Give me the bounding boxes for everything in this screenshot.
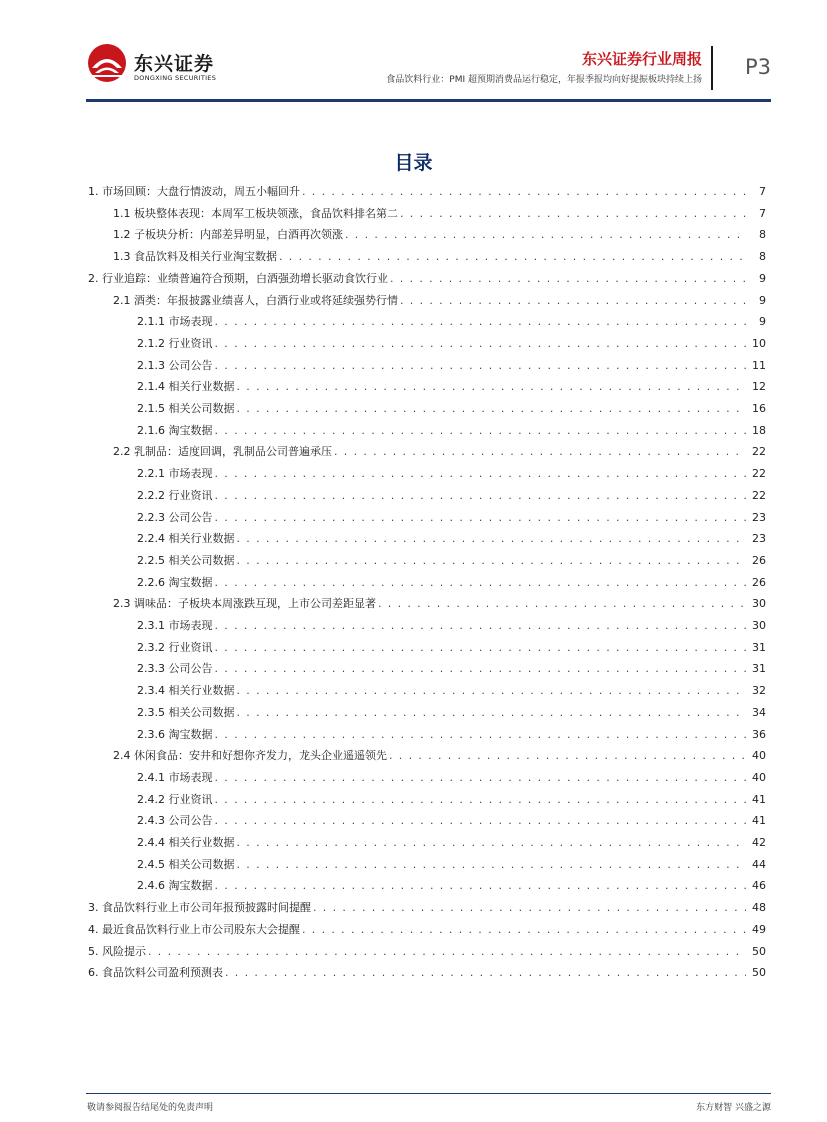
toc-entry[interactable] [137, 658, 766, 679]
toc-entry-title: 4. 最近食品饮料行业上市公司股东大会提醒 [88, 922, 300, 936]
toc-leader-dots [215, 485, 747, 506]
toc-leader-dots [148, 941, 746, 962]
report-title: 东兴证券行业周报 [581, 50, 702, 68]
header-rule [86, 99, 771, 102]
toc-leader-dots [215, 810, 747, 831]
logo-text-cn: 东兴证券 [134, 53, 215, 75]
toc-entry-page: 48 [752, 901, 766, 915]
toc-title: 目录 [394, 152, 433, 174]
toc-entry[interactable] [113, 745, 766, 766]
toc-entry-page: 7 [759, 185, 766, 198]
toc-leader-dots [215, 333, 747, 354]
toc-entry-title: 2.1.4 相关行业数据 [137, 380, 235, 394]
toc-entry-page: 40 [752, 749, 766, 763]
toc-leader-dots [215, 789, 747, 810]
toc-leader-dots [237, 702, 747, 723]
toc-entry-page: 49 [752, 922, 766, 936]
logo-text-en: DONGXING SECURITIES [134, 74, 217, 82]
toc-entry-page: 44 [752, 857, 766, 871]
toc-entry[interactable] [137, 767, 766, 788]
toc-entry-page: 50 [752, 966, 766, 980]
toc-entry[interactable] [137, 724, 766, 745]
toc-entry-page: 32 [752, 684, 766, 698]
toc-entry-title: 2.4.1 市场表现 [137, 770, 213, 784]
toc-entry-title: 2.3 调味品：子板块本周涨跌互现，上市公司差距显著 [113, 597, 376, 611]
toc-entry-title: 5. 风险提示 [88, 944, 146, 958]
toc-leader-dots [237, 854, 747, 875]
toc-entry[interactable] [137, 810, 766, 831]
toc-entry[interactable] [113, 441, 766, 462]
toc-leader-dots [345, 224, 746, 245]
toc-entry-page: 36 [752, 727, 766, 741]
toc-leader-dots [215, 724, 747, 745]
logo-mark-icon [86, 42, 130, 84]
toc-entry-title: 2.2.4 相关行业数据 [137, 532, 235, 546]
toc-entry-page: 30 [752, 619, 766, 632]
toc-entry[interactable] [137, 311, 766, 332]
toc-entry[interactable] [137, 637, 766, 658]
toc-leader-dots [389, 745, 746, 766]
toc-leader-dots [237, 398, 747, 419]
toc-leader-dots [237, 832, 747, 853]
toc-leader-dots [378, 593, 746, 614]
toc-entry[interactable] [88, 941, 766, 962]
toc-entry-title: 2.4.3 公司公告 [137, 814, 213, 828]
toc-leader-dots [313, 897, 746, 918]
toc-entry-title: 2.2.2 行业资讯 [137, 488, 213, 502]
toc-entry[interactable] [113, 246, 766, 267]
toc-entry-title: 2.1 酒类：年报披露业绩喜人，白酒行业或将延续强势行情 [113, 293, 398, 307]
toc-entry[interactable] [137, 550, 766, 571]
report-subtitle: 食品饮料行业：PMI 超预期消费品运行稳定，年报季报均向好提振板块持续上扬 [386, 75, 702, 85]
toc-leader-dots [237, 528, 747, 549]
page-number: P3 [745, 55, 772, 79]
toc-leader-dots [215, 355, 747, 376]
toc-entry-title: 2.3.6 淘宝数据 [137, 727, 213, 741]
toc-entry[interactable] [137, 789, 766, 810]
toc-entry-page: 11 [752, 358, 766, 372]
toc-leader-dots [279, 246, 746, 267]
toc-leader-dots [237, 680, 747, 701]
toc-leader-dots [237, 376, 747, 397]
toc-entry-title: 6. 食品饮料公司盈利预测表 [88, 966, 223, 980]
footer-disclaimer: 敬请参阅报告结尾处的免责声明 [87, 1103, 214, 1113]
toc-entry-page: 10 [752, 336, 766, 350]
footer-slogan: 东方财智 兴盛之源 [696, 1103, 771, 1113]
toc-entry[interactable] [113, 203, 766, 224]
toc-entry-page: 26 [752, 553, 766, 567]
toc-entry[interactable] [88, 268, 766, 289]
toc-entry-title: 2.1.6 淘宝数据 [137, 423, 213, 437]
toc-leader-dots [215, 463, 747, 484]
toc-leader-dots [225, 962, 746, 983]
toc-entry-title: 3. 食品饮料行业上市公司年报预披露时间提醒 [88, 901, 311, 915]
toc-entry-title: 2.1.5 相关公司数据 [137, 402, 235, 415]
toc-entry-page: 8 [759, 250, 766, 264]
toc-entry[interactable] [137, 485, 766, 506]
toc-entry-page: 7 [759, 206, 766, 220]
toc-entry-title: 2.1.1 市场表现 [137, 315, 213, 329]
toc-entry[interactable] [137, 333, 766, 354]
toc-entry-page: 31 [752, 640, 766, 654]
toc-entry-page: 31 [752, 662, 766, 676]
toc-entry[interactable] [137, 398, 766, 419]
toc-entry-page: 16 [752, 402, 766, 415]
toc-leader-dots [400, 203, 746, 224]
toc-entry-title: 2.3.4 相关行业数据 [137, 684, 235, 698]
toc-entry-page: 50 [752, 944, 766, 958]
toc-entry-page: 9 [759, 271, 766, 285]
toc-leader-dots [302, 919, 746, 940]
toc-entry-title: 2.2.1 市场表现 [137, 467, 213, 481]
toc-entry-title: 1.1 板块整体表现：本周军工板块领涨，食品饮料排名第二 [113, 206, 398, 220]
toc-entry-page: 23 [752, 510, 766, 524]
toc-entry[interactable] [137, 355, 766, 376]
toc-entry[interactable] [137, 528, 766, 549]
toc-leader-dots [215, 658, 747, 679]
toc-entry-page: 12 [752, 380, 766, 394]
toc-entry[interactable] [137, 832, 766, 853]
toc-entry-page: 41 [752, 792, 766, 806]
toc-leader-dots [215, 767, 747, 788]
toc-entry-page: 41 [752, 814, 766, 828]
toc-entry-page: 34 [752, 705, 766, 719]
toc-entry-title: 1.3 食品饮料及相关行业淘宝数据 [113, 250, 277, 264]
toc-entry-title: 2.2.6 淘宝数据 [137, 575, 213, 589]
toc-entry-page: 23 [752, 532, 766, 546]
toc-leader-dots [215, 637, 747, 658]
toc-entry-page: 22 [752, 488, 766, 502]
page-header [0, 0, 827, 104]
toc-entry[interactable] [137, 507, 766, 528]
toc-entry-page: 9 [759, 293, 766, 307]
toc-entry[interactable] [137, 702, 766, 723]
toc-entry-title: 1.2 子板块分析：内部差异明显，白酒再次领涨 [113, 228, 343, 242]
toc-entry-title: 2.4.2 行业资讯 [137, 792, 213, 806]
toc-leader-dots [400, 290, 746, 311]
toc-entry-page: 9 [759, 315, 766, 329]
toc-entry-title: 2.1.3 公司公告 [137, 358, 213, 372]
toc-leader-dots [215, 572, 747, 593]
toc-entry-title: 2. 行业追踪：业绩普遍符合预期，白酒强劲增长驱动食饮行业 [88, 271, 388, 285]
toc-entry[interactable] [88, 962, 766, 983]
toc-leader-dots [215, 420, 747, 441]
toc-leader-dots [390, 268, 746, 289]
toc-entry-title: 2.4.6 淘宝数据 [137, 879, 213, 893]
toc-entry[interactable] [137, 463, 766, 484]
toc-leader-dots [302, 181, 746, 202]
toc-entry-page: 46 [752, 879, 766, 893]
toc-entry[interactable] [88, 181, 766, 202]
toc-leader-dots [334, 441, 746, 462]
toc-entry[interactable] [113, 593, 766, 614]
toc-entry[interactable] [137, 420, 766, 441]
toc-entry[interactable] [137, 854, 766, 875]
toc-entry-page: 42 [752, 836, 766, 849]
toc-entry-title: 2.2.3 公司公告 [137, 510, 213, 524]
toc-entry[interactable] [137, 376, 766, 397]
toc-entry[interactable] [137, 680, 766, 701]
company-logo [86, 42, 226, 92]
toc-entry-title: 2.1.2 行业资讯 [137, 336, 213, 350]
toc-entry-title: 2.4.5 相关公司数据 [137, 857, 235, 871]
toc-entry-page: 30 [752, 597, 766, 611]
toc-entry-page: 18 [752, 423, 766, 437]
toc-entry-page: 40 [752, 770, 766, 784]
toc-leader-dots [237, 550, 747, 571]
toc-entry[interactable] [137, 572, 766, 593]
toc-entry-title: 2.3.5 相关公司数据 [137, 705, 235, 719]
toc-entry[interactable] [113, 224, 766, 245]
toc-leader-dots [215, 507, 747, 528]
toc-entry[interactable] [113, 290, 766, 311]
toc-entry-title: 2.2 乳制品：适度回调，乳制品公司普遍承压 [113, 445, 332, 459]
toc-entry-title: 2.4 休闲食品：安井和好想你齐发力，龙头企业遥遥领先 [113, 749, 387, 763]
toc-entry-page: 26 [752, 575, 766, 589]
toc-entry-title: 2.3.2 行业资讯 [137, 640, 213, 654]
toc-entry[interactable] [88, 919, 766, 940]
toc-entry-title: 2.2.5 相关公司数据 [137, 553, 235, 567]
toc-leader-dots [215, 311, 747, 332]
toc-entry-title: 2.4.4 相关行业数据 [137, 836, 235, 849]
toc-entry-title: 2.3.3 公司公告 [137, 662, 213, 676]
header-divider [711, 46, 713, 90]
toc-leader-dots [215, 875, 747, 896]
toc-entry-title: 2.3.1 市场表现 [137, 619, 213, 632]
toc-entry-page: 22 [752, 445, 766, 459]
toc-entry-title: 1. 市场回顾：大盘行情波动，周五小幅回升 [88, 185, 300, 198]
toc-entry[interactable] [137, 875, 766, 896]
toc-entry[interactable] [137, 615, 766, 636]
toc-entry[interactable] [88, 897, 766, 918]
toc-leader-dots [215, 615, 747, 636]
toc-entry-page: 22 [752, 467, 766, 481]
footer-rule [86, 1093, 771, 1094]
toc-entry-page: 8 [759, 228, 766, 242]
